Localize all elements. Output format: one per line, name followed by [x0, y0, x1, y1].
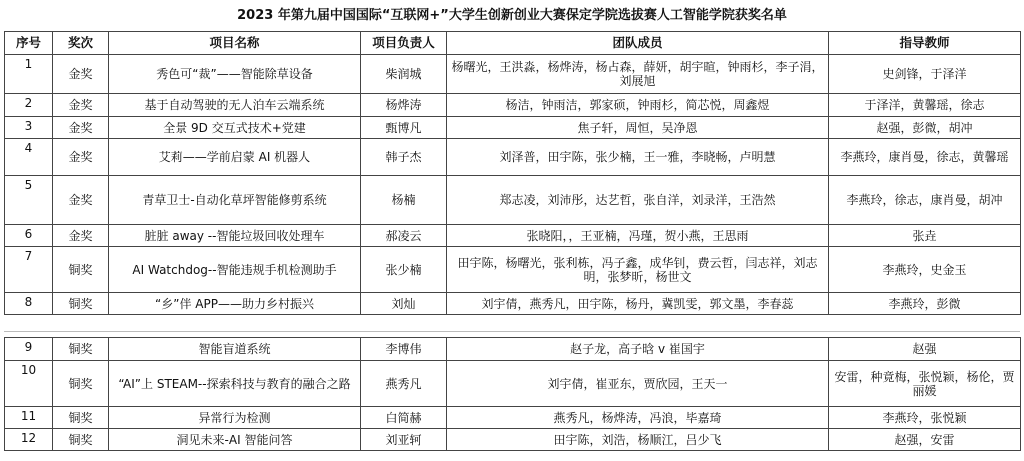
cell-no: 7: [5, 247, 53, 293]
cell-advisors: 李燕玲，史金玉: [829, 247, 1021, 293]
cell-leader: 甄博凡: [361, 117, 447, 139]
header-no: 序号: [5, 32, 53, 55]
cell-leader: 燕秀凡: [361, 361, 447, 407]
table-seam-divider: [4, 331, 1020, 334]
cell-project: 基于自动驾驶的无人泊车云端系统: [109, 94, 361, 117]
cell-no: 3: [5, 117, 53, 139]
table-row: [5, 338, 1021, 361]
cell-project: 洞见未来-AI 智能问答: [109, 429, 361, 451]
cell-members: 田宇陈，刘浩，杨顺江，吕少飞: [447, 429, 829, 451]
cell-advisors: 李燕玲，徐志，康肖曼，胡冲: [829, 176, 1021, 225]
cell-advisors: 安雷，种竟梅，张悦颖，杨伦，贾丽媛: [829, 361, 1021, 407]
cell-award: 铜奖: [53, 361, 109, 407]
cell-no: 6: [5, 225, 53, 247]
cell-no: 9: [5, 338, 53, 361]
cell-project: AI Watchdog--智能违规手机检测助手: [109, 247, 361, 293]
page-title: 2023 年第九届中国国际“互联网+”大学生创新创业大赛保定学院选拔赛人工智能学院获奖名单: [237, 8, 787, 23]
cell-members: 杨曙光，王洪淼，杨烨涛，杨占森，薛妍，胡宇暄，钟雨杉，李子涓，刘展旭: [447, 55, 829, 94]
cell-award: 金奖: [53, 117, 109, 139]
cell-advisors: 赵强，安雷: [829, 429, 1021, 451]
cell-project: 异常行为检测: [109, 407, 361, 429]
cell-award: 金奖: [53, 55, 109, 94]
awards-table-bottom: [4, 337, 1021, 451]
cell-members: 杨洁，钟雨洁，郭家硕，钟雨杉，简芯悦，周鑫煜: [447, 94, 829, 117]
cell-advisors: 史剑锋，于泽洋: [829, 55, 1021, 94]
cell-award: 铜奖: [53, 338, 109, 361]
cell-advisors: 赵强，彭微，胡冲: [829, 117, 1021, 139]
cell-award: 铜奖: [53, 429, 109, 451]
cell-leader: 李博伟: [361, 338, 447, 361]
cell-members: 焦子轩，周恒，吴净恩: [447, 117, 829, 139]
table-row: [5, 94, 1021, 117]
cell-members: 郑志凌，刘沛彤，达艺哲，张自洋，刘录洋，王浩然: [447, 176, 829, 225]
cell-award: 铜奖: [53, 407, 109, 429]
cell-advisors: 李燕玲，彭微: [829, 293, 1021, 315]
cell-project: 艾莉——学前启蒙 AI 机器人: [109, 139, 361, 176]
table-row: [5, 429, 1021, 451]
cell-leader: 刘灿: [361, 293, 447, 315]
table-row: [5, 247, 1021, 293]
cell-award: 铜奖: [53, 293, 109, 315]
table-row: [5, 139, 1021, 176]
cell-no: 12: [5, 429, 53, 451]
cell-advisors: 于泽洋，黄馨瑶，徐志: [829, 94, 1021, 117]
cell-members: 刘宇倩，崔亚东，贾欣园，王天一: [447, 361, 829, 407]
cell-no: 1: [5, 55, 53, 94]
cell-award: 铜奖: [53, 247, 109, 293]
cell-award: 金奖: [53, 139, 109, 176]
cell-members: 田宇陈，杨曙光，张利栋，冯子鑫，成华钊，费云哲，闫志祥，刘志明，张梦昕，杨世文: [447, 247, 829, 293]
cell-project: “AI”上 STEAM--探索科技与教育的融合之路: [109, 361, 361, 407]
cell-project: 全景 9D 交互式技术+党建: [109, 117, 361, 139]
cell-leader: 张少楠: [361, 247, 447, 293]
cell-leader: 郝凌云: [361, 225, 447, 247]
table-row: [5, 407, 1021, 429]
header-project: 项目名称: [109, 32, 361, 55]
cell-leader: 杨楠: [361, 176, 447, 225]
table-row: [5, 176, 1021, 225]
cell-award: 金奖: [53, 176, 109, 225]
table-row: [5, 117, 1021, 139]
cell-members: 张晓阳，，王亚楠，冯瑾，贺小燕，王思雨: [447, 225, 829, 247]
cell-leader: 杨烨涛: [361, 94, 447, 117]
awards-table-top: [4, 31, 1021, 315]
cell-project: 青草卫士-自动化草坪智能修剪系统: [109, 176, 361, 225]
cell-advisors: 李燕玲，康肖曼，徐志，黄馨瑶: [829, 139, 1021, 176]
cell-award: 金奖: [53, 225, 109, 247]
cell-leader: 刘亚轲: [361, 429, 447, 451]
cell-project: 脏脏 away --智能垃圾回收处理车: [109, 225, 361, 247]
cell-award: 金奖: [53, 94, 109, 117]
cell-project: “乡”伴 APP——助力乡村振兴: [109, 293, 361, 315]
cell-leader: 白简赫: [361, 407, 447, 429]
header-members: 团队成员: [447, 32, 829, 55]
cell-no: 2: [5, 94, 53, 117]
table-row: [5, 361, 1021, 407]
header-advisors: 指导教师: [829, 32, 1021, 55]
cell-leader: 韩子杰: [361, 139, 447, 176]
cell-no: 4: [5, 139, 53, 176]
cell-advisors: 赵强: [829, 338, 1021, 361]
header-row: [5, 32, 1021, 55]
cell-no: 10: [5, 361, 53, 407]
cell-advisors: 张垚: [829, 225, 1021, 247]
cell-members: 赵子龙，高子晗 v 崔国宇: [447, 338, 829, 361]
cell-advisors: 李燕玲，张悦颖: [829, 407, 1021, 429]
table-row: [5, 293, 1021, 315]
cell-no: 8: [5, 293, 53, 315]
table-row: [5, 225, 1021, 247]
cell-no: 5: [5, 176, 53, 225]
cell-project: 秀色可“裁”——智能除草设备: [109, 55, 361, 94]
cell-members: 刘宇倩，燕秀凡，田宇陈，杨丹，冀凯雯，郭文墨，李春蕊: [447, 293, 829, 315]
header-leader: 项目负责人: [361, 32, 447, 55]
cell-leader: 柴润城: [361, 55, 447, 94]
cell-members: 燕秀凡，杨烨涛，冯浪，毕嘉琦: [447, 407, 829, 429]
table-row: [5, 55, 1021, 94]
cell-no: 11: [5, 407, 53, 429]
cell-members: 刘泽普，田宇陈，张少楠，王一雅，李晓畅，卢明慧: [447, 139, 829, 176]
header-award: 奖次: [53, 32, 109, 55]
cell-project: 智能盲道系统: [109, 338, 361, 361]
